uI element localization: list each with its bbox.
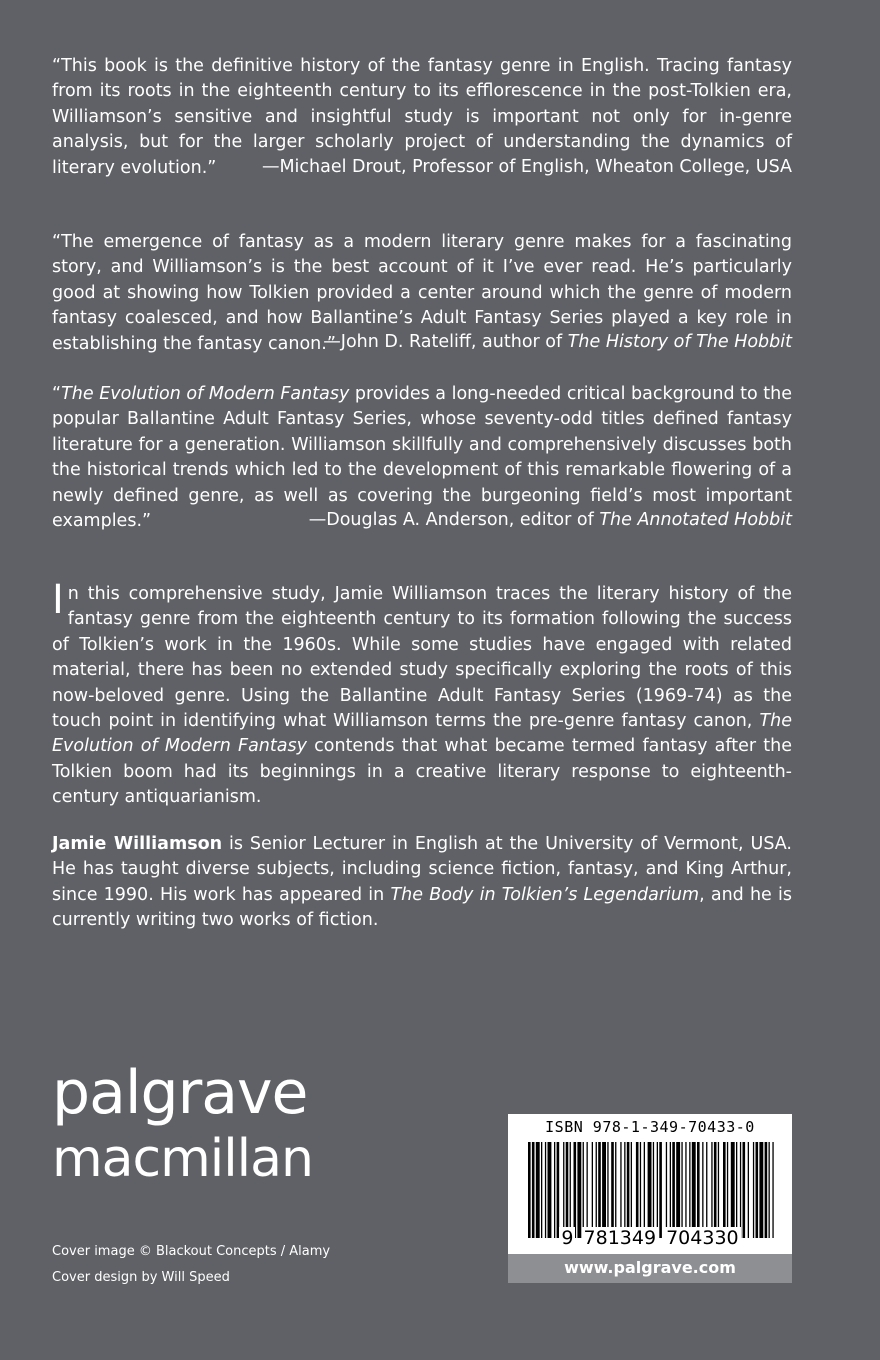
- barcode-bar: [756, 1142, 759, 1238]
- ean-digits: [508, 1228, 792, 1248]
- quote-2-attribution: [323, 330, 792, 355]
- barcode-bar: [583, 1142, 584, 1238]
- barcode-bars: [528, 1142, 776, 1238]
- barcode-bar: [706, 1142, 707, 1238]
- barcode-bar: [672, 1142, 675, 1238]
- isbn-barcode: [508, 1114, 792, 1254]
- barcode-bar: [697, 1142, 700, 1238]
- barcode-bar: [740, 1142, 741, 1238]
- barcode-bar: [692, 1142, 696, 1238]
- barcode-bar: [636, 1142, 639, 1238]
- quote-3-open-quote: “: [52, 384, 62, 404]
- barcode-bar: [574, 1142, 577, 1238]
- barcode-bar: [557, 1142, 560, 1238]
- barcode-bar: [689, 1142, 690, 1238]
- barcode-bar: [607, 1142, 608, 1238]
- barcode-bar: [620, 1142, 621, 1238]
- barcode-bar: [653, 1142, 654, 1238]
- barcode-bar: [602, 1142, 606, 1238]
- barcode-bar: [666, 1142, 667, 1238]
- barcode-bar: [711, 1142, 712, 1238]
- author-bio-part1: is Senior Lecturer in English at the University of Vermont, USA. He has taught diverse subjects, including science fiction, fantasy, and King Arthur, since 1990. His work has appeared in: [52, 834, 792, 905]
- barcode-bar: [627, 1142, 630, 1238]
- quote-3-body: provides a long-needed critical background to the popular Ballantine Adult Fantasy Series, whose seventy-odd titles defined fantasy literature for a generation. Williamson skillfully and comprehensively discusses both the historical trends which led to the development of this remarkable flowering of a newly defined genre, as well as covering the burgeoning field’s most important examples.”: [52, 384, 793, 532]
- author-bio-part2: , and he is currently writing two works of fiction.: [52, 884, 792, 931]
- barcode-bar: [566, 1142, 569, 1238]
- barcode-bar: [731, 1142, 735, 1238]
- barcode-bar: [759, 1142, 763, 1238]
- description-part2: contends that what became termed fantasy after the Tolkien boom had its beginnings in a creative literary response to eighteenth-century antiquarianism.: [52, 736, 792, 808]
- isbn-text: ISBN 978-1-349-70433-0: [545, 1118, 755, 1136]
- barcode-bar: [772, 1142, 773, 1238]
- barcode-bar: [753, 1142, 754, 1238]
- quote-3-book-title: The Evolution of Modern Fantasy: [61, 384, 350, 404]
- barcode-bar: [587, 1142, 588, 1238]
- description-part1: n this comprehensive study, Jamie Williamson traces the literary history of the fantasy genre from the eighteenth century to its formation following the success of Tolkien’s work in the 1960s. While some studies have engaged with related material, there has been no extended study specifically exploring the roots of this now-beloved genre. Using the Ballantine Adult Fantasy Series (1969-74) as the touch point in identifying what Williamson terms the pre-genre fantasy canon,: [52, 584, 792, 732]
- barcode-bar: [592, 1142, 593, 1238]
- book-description: [52, 577, 792, 811]
- quote-1-text: “This book is the definitive history of the fantasy genre in English. Tracing fantasy from its roots in the eighteenth century to its efflorescence in the post-Tolkien era, Williamson’s sensitive and insightful study is important not only for in-genre analysis, but for the larger scholarly project of understanding the dynamics of literary evolution.”: [52, 56, 792, 178]
- barcode-bar: [723, 1142, 726, 1238]
- barcode-bar: [714, 1142, 717, 1238]
- author-bio: [52, 832, 792, 934]
- quote-3-attribution-title: The Annotated Hobbit: [599, 510, 792, 530]
- quote-1-attribution: —Michael Drout, Professor of English, Wheaton College, USA: [261, 157, 792, 177]
- author-bio-title: The Body in Tolkien’s Legendarium: [390, 884, 700, 905]
- barcode-bar: [631, 1142, 632, 1238]
- quote-2-attribution-prefix: —John D. Rateliff, author of: [323, 332, 568, 352]
- barcode-bar: [676, 1142, 680, 1238]
- quote-2-attribution-title: The History of The Hobbit: [567, 332, 792, 352]
- barcode-bar: [657, 1142, 658, 1238]
- barcode-bar: [644, 1142, 645, 1238]
- barcode-bar: [727, 1142, 728, 1238]
- publisher-logo-macmillan: macmillan: [52, 1129, 313, 1189]
- description-book-title: The Evolution of Modern Fantasy: [52, 711, 792, 757]
- barcode-bar: [765, 1142, 768, 1238]
- quote-2-text: “The emergence of fantasy as a modern literary genre makes for a fascinating story, and Williamson’s is the best account of it I’ve ever read. He’s particularly good at showing how Tolkien provided a center around which the genre of modern fantasy coalesced, and how Ballantine’s Adult Fantasy Series played a key role in establishing the fantasy canon.”: [52, 232, 792, 354]
- barcode-bar: [598, 1142, 601, 1238]
- barcode-bar: [611, 1142, 614, 1238]
- barcode-bar: [685, 1142, 686, 1238]
- publisher-logo-palgrave: palgrave: [52, 1058, 308, 1128]
- ean-right-group: 704330: [666, 1227, 739, 1249]
- barcode-bar: [769, 1142, 770, 1238]
- barcode-bar: [596, 1142, 597, 1238]
- ean-left-group: 781349: [583, 1227, 657, 1249]
- quote-3-attribution-prefix: —Douglas A. Anderson, editor of: [308, 510, 600, 530]
- cover-design-credit: Cover design by Will Speed: [52, 1270, 230, 1285]
- barcode-bar: [718, 1142, 719, 1238]
- barcode-bar: [536, 1142, 540, 1238]
- barcode-bar: [541, 1142, 542, 1238]
- barcode-bar: [648, 1142, 652, 1238]
- barcode-bar: [670, 1142, 671, 1238]
- barcode-bar: [532, 1142, 535, 1238]
- barcode-bar: [528, 1142, 531, 1238]
- barcode-bar: [743, 1142, 746, 1238]
- barcode-bar: [548, 1142, 552, 1238]
- barcode-bar: [563, 1142, 564, 1238]
- barcode-bar: [554, 1142, 555, 1238]
- barcode-bar: [577, 1142, 581, 1238]
- barcode-bar: [702, 1142, 703, 1238]
- barcode-bar: [615, 1142, 616, 1238]
- barcode-bar: [748, 1142, 749, 1238]
- barcode-bar: [640, 1142, 641, 1238]
- barcode-bar: [681, 1142, 682, 1238]
- ean-first-digit: 9: [561, 1227, 574, 1249]
- barcode-bar: [736, 1142, 737, 1238]
- publisher-url[interactable]: www.palgrave.com: [508, 1254, 792, 1283]
- barcode-bar: [545, 1142, 546, 1238]
- description-dropcap: I: [52, 577, 64, 623]
- barcode-bar: [570, 1142, 571, 1238]
- barcode-bar: [659, 1142, 662, 1238]
- cover-image-credit: Cover image © Blackout Concepts / Alamy: [52, 1244, 331, 1259]
- barcode-bar: [624, 1142, 625, 1238]
- quote-3-attribution: [309, 508, 792, 533]
- author-name: Jamie Williamson: [52, 834, 223, 854]
